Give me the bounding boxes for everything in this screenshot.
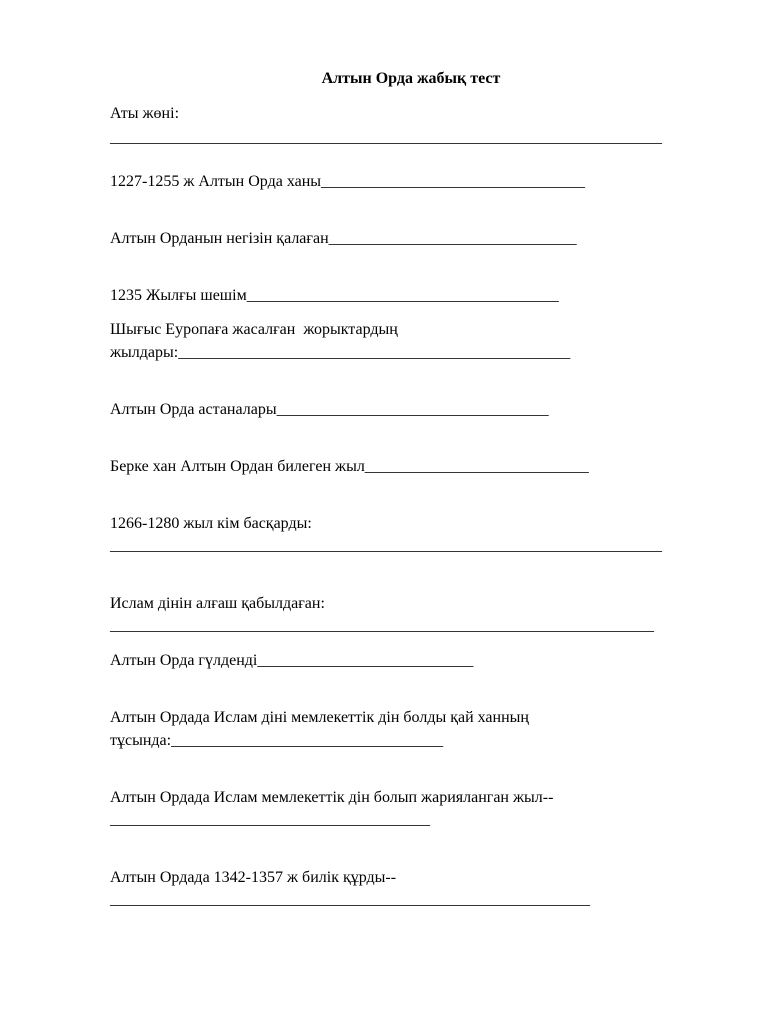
question-9: Алтын Орда гүлденді___________________________ <box>110 652 474 669</box>
question-4-text: Шығыс Еуропаға жасалған жорыктардың <box>110 321 398 338</box>
question-11-blank: ________________________________________ <box>110 811 430 828</box>
question-5: Алтын Орда астаналары__________________________________ <box>110 401 549 418</box>
question-7-blank: _____________________________________________________________________ <box>110 537 662 554</box>
question-2: Алтын Орданын негізін қалаған_______________________________ <box>110 230 577 247</box>
question-12-text: Алтын Ордада 1342-1357 ж билік құрды-- <box>110 869 397 886</box>
document-title: Алтын Орда жабық тест <box>321 70 501 87</box>
question-6: Берке хан Алтын Ордан билеген жыл____________________________ <box>110 458 589 475</box>
question-11-text: Алтын Ордада Ислам мемлекеттік дін болып жарияланган жыл-- <box>110 789 554 806</box>
question-8-blank: ____________________________________________________________________ <box>110 617 654 634</box>
question-8-text: Ислам дінін алғаш қабылдаған: <box>110 595 325 612</box>
name-label: Аты жөні: <box>110 105 180 122</box>
question-7-text: 1266-1280 жыл кім басқарды: <box>110 515 312 532</box>
question-3: 1235 Жылғы шешім_______________________________________ <box>110 287 559 304</box>
question-4-blank: жылдары:_________________________________________________ <box>110 344 571 361</box>
name-blank-line: _____________________________________________________________________ <box>110 129 662 146</box>
question-10-blank: тұсында:__________________________________ <box>110 732 444 749</box>
question-12-blank: ____________________________________________________________ <box>110 891 590 908</box>
question-1: 1227-1255 ж Алтын Орда ханы_________________________________ <box>110 173 586 190</box>
question-10-text: Алтын Ордада Ислам діні мемлекеттік дін болды қай ханның <box>110 709 529 726</box>
